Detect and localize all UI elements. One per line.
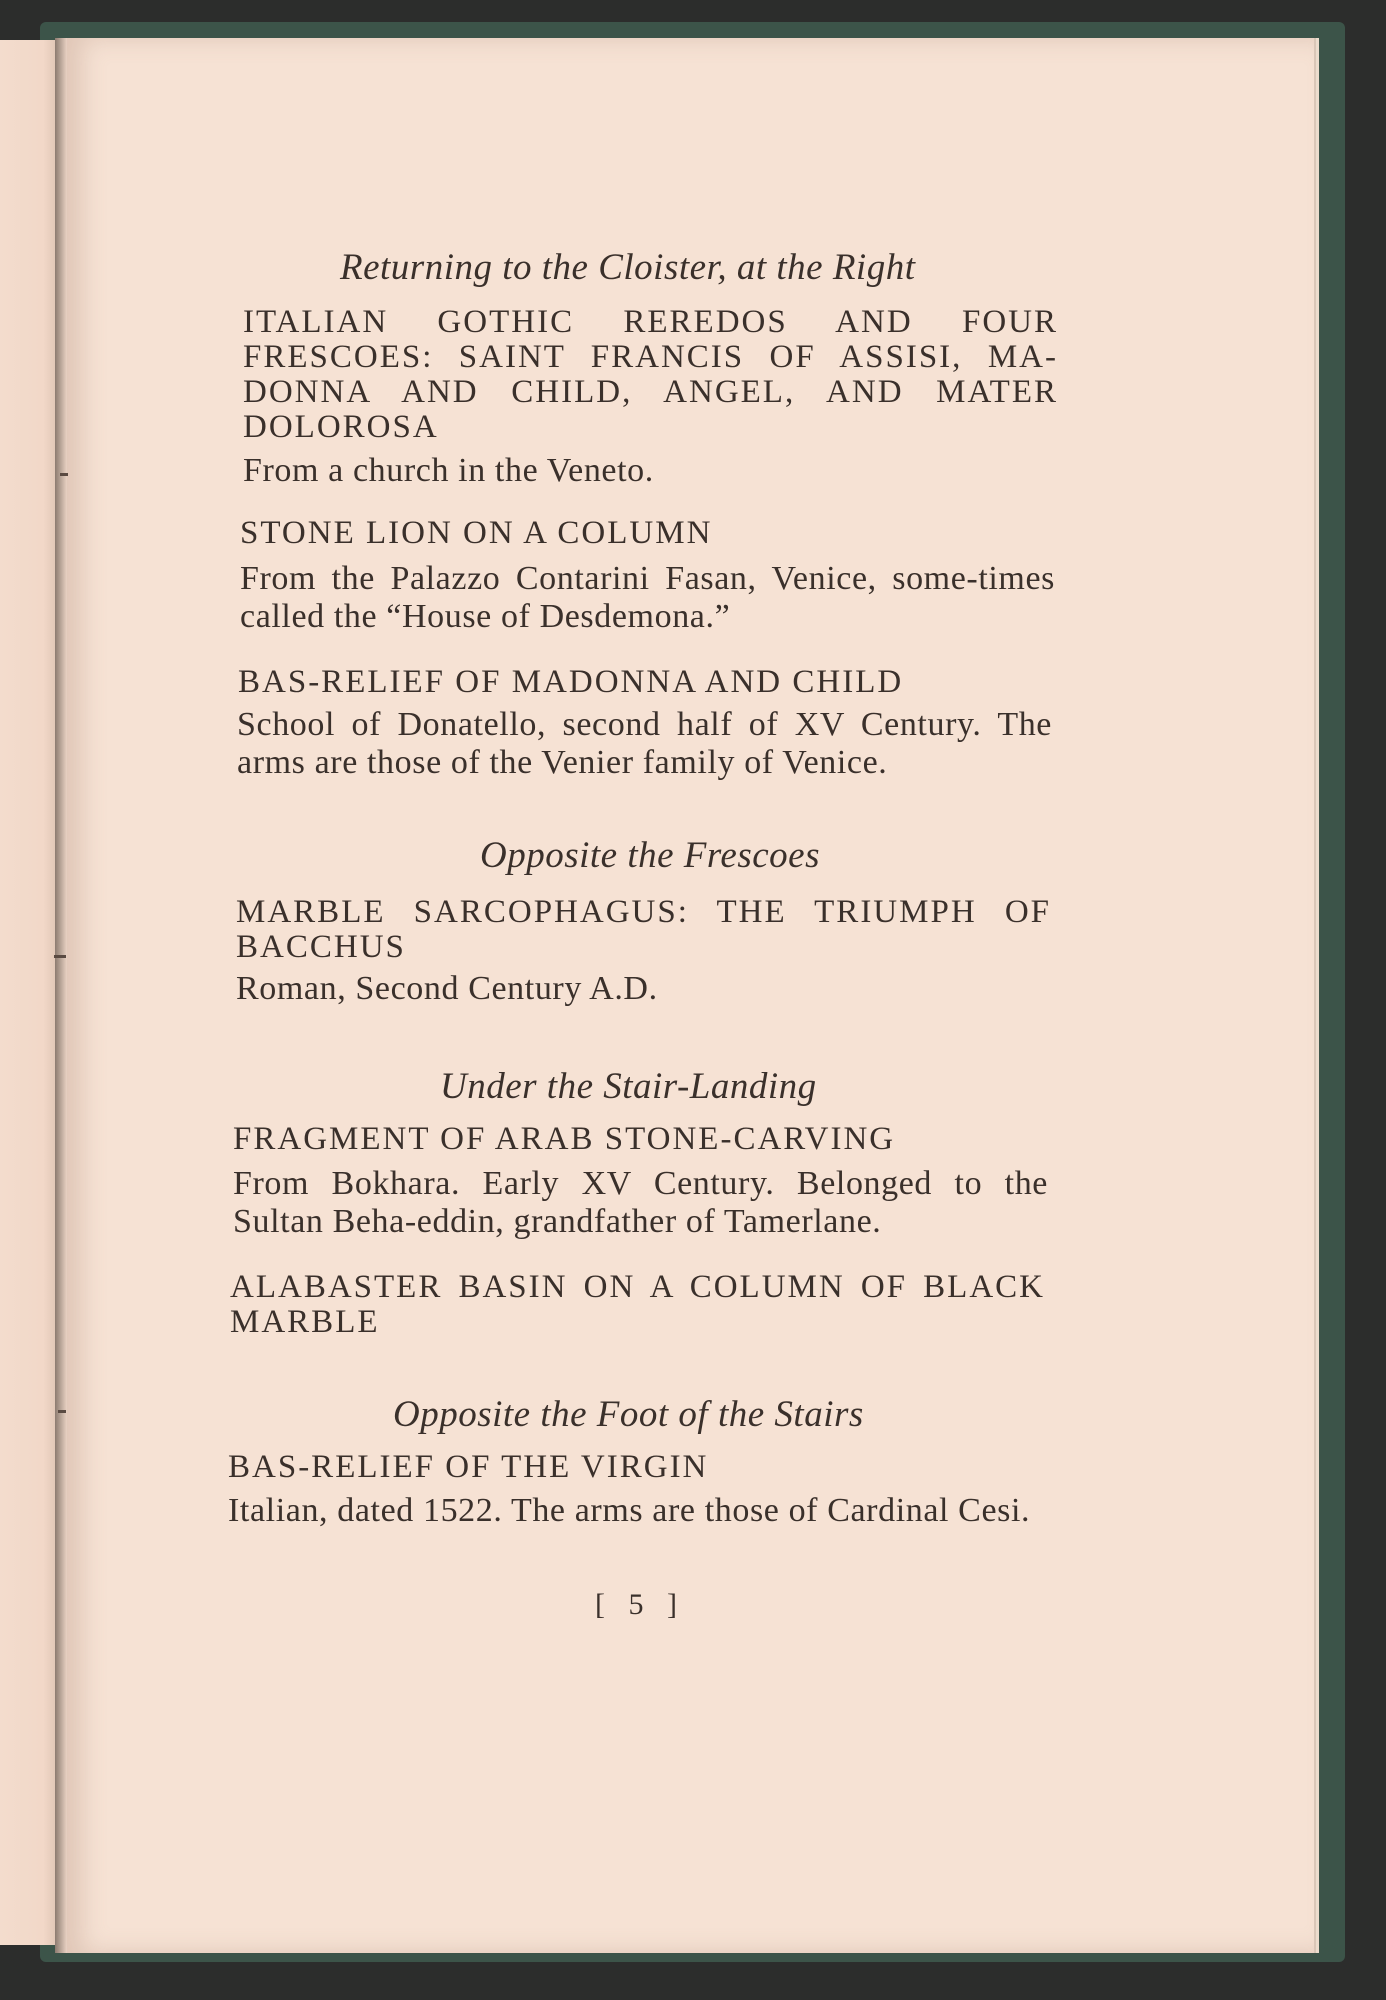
entry-title: ITALIAN GOTHIC REREDOS AND FOUR FRESCOES: SAINT FRANCIS OF ASSISI, MA-DONNA AND CHILD, ANGEL, AND MATER DOLOROSA — [243, 304, 1058, 445]
entry-description: From Bokhara. Early XV Century. Belonged to the Sultan Beha-eddin, grandfather of Tamerlane. — [233, 1165, 1048, 1240]
entry-title: MARBLE SARCOPHAGUS: THE TRIUMPH OF BACCHUS — [236, 894, 1051, 965]
page-number: [ 5 ] — [595, 1588, 685, 1621]
entry-description: Roman, Second Century A.D. — [236, 970, 658, 1007]
entry-description: School of Donatello, second half of XV Century. The arms are those of the Venier family of Venice. — [237, 706, 1052, 781]
section-heading: Under the Stair-Landing — [440, 1066, 817, 1107]
entry-description: Italian, dated 1522. The arms are those of Cardinal Cesi. — [228, 1492, 1031, 1529]
entry-title: BAS-RELIEF OF MADONNA AND CHILD — [238, 664, 904, 700]
entry-title: ALABASTER BASIN ON A COLUMN OF BLACK MARBLE — [230, 1269, 1045, 1340]
entry-title: BAS-RELIEF OF THE VIRGIN — [228, 1449, 709, 1485]
entry-description: From a church in the Veneto. — [243, 452, 654, 489]
section-heading: Opposite the Frescoes — [480, 835, 820, 876]
section-heading: Opposite the Foot of the Stairs — [393, 1394, 864, 1435]
entry-title: FRAGMENT OF ARAB STONE-CARVING — [233, 1121, 896, 1157]
entry-title: STONE LION ON A COLUMN — [240, 515, 713, 551]
entry-description: From the Palazzo Contarini Fasan, Venice, some-times called the “House of Desdemona.” — [240, 560, 1055, 635]
section-heading: Returning to the Cloister, at the Right — [340, 247, 916, 288]
